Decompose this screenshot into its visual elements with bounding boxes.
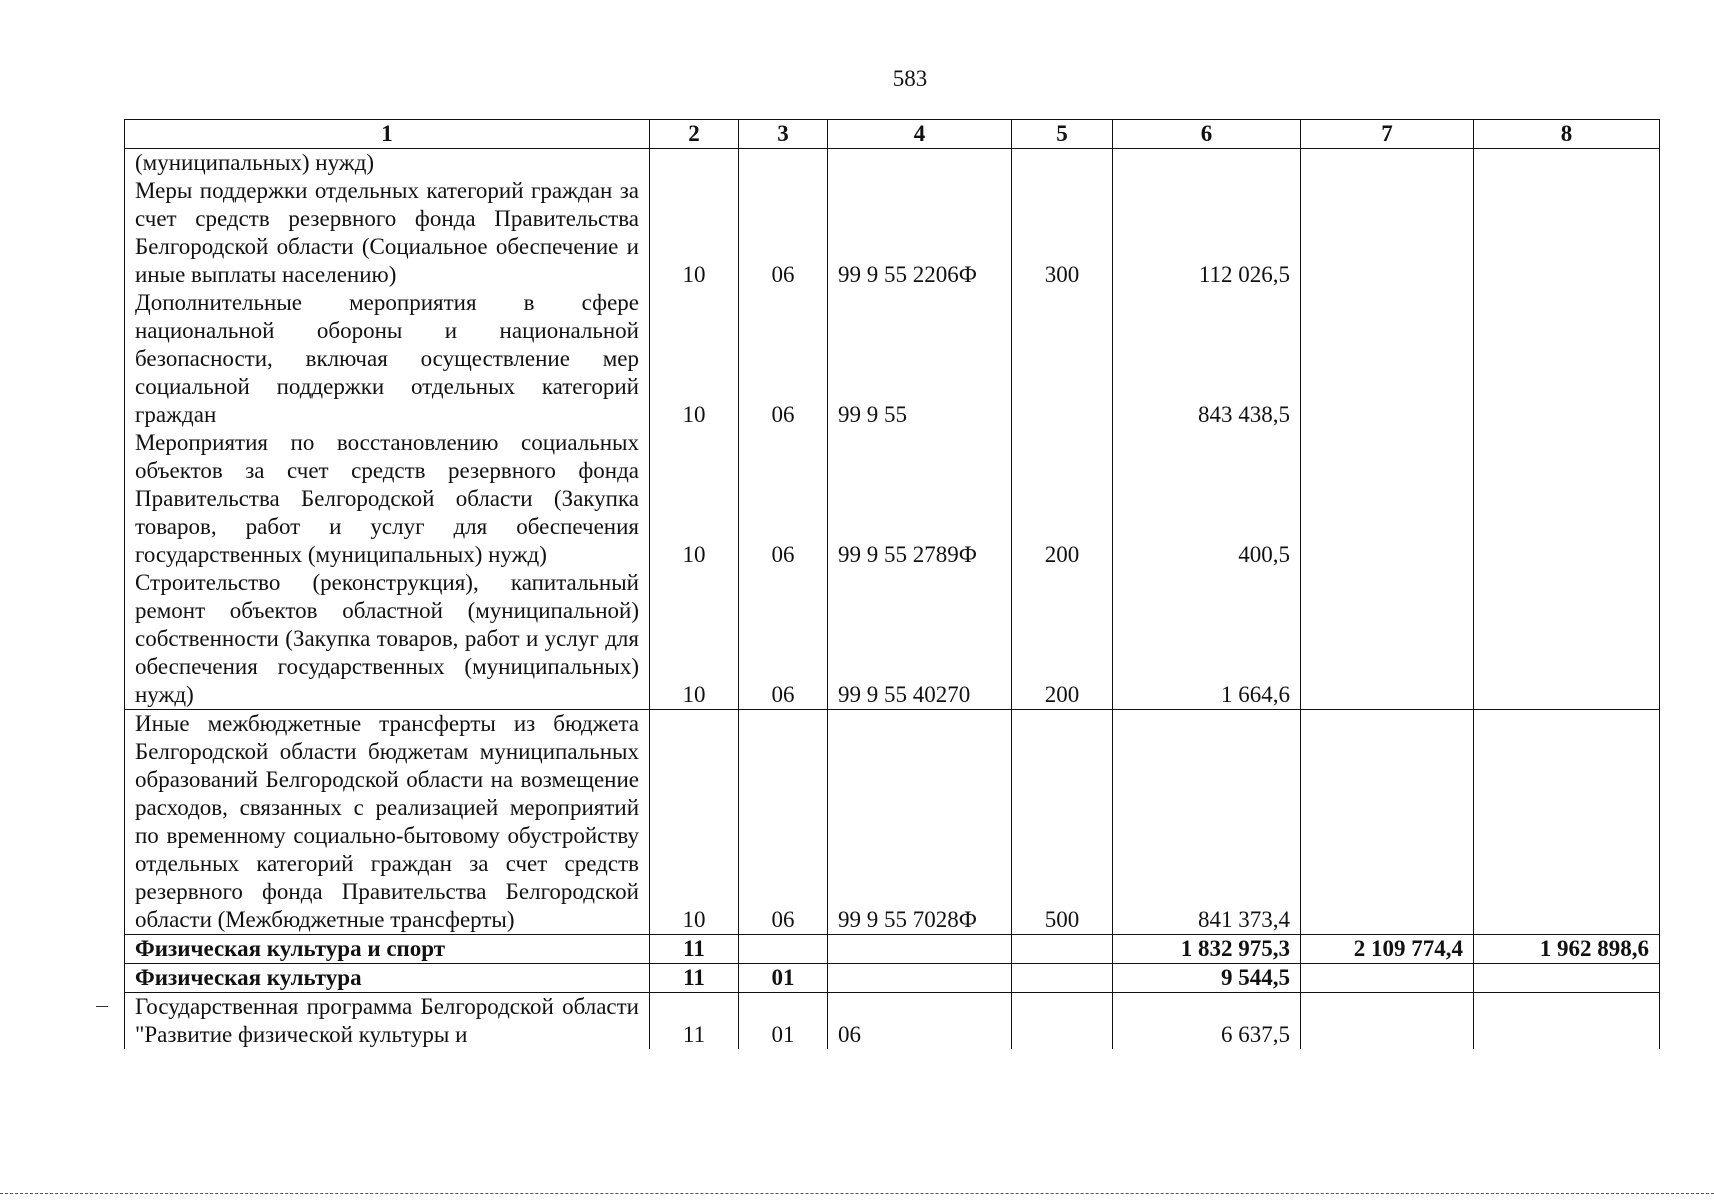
row-amount-col6: 843 438,5 xyxy=(1113,289,1301,429)
row-amount-col7 xyxy=(1301,964,1474,993)
page-number: 583 xyxy=(892,66,928,91)
row-section xyxy=(650,149,739,178)
row-expense-type: 300 xyxy=(1012,177,1113,289)
row-target-article: 99 9 55 2789Ф xyxy=(828,429,1012,569)
row-section: 10 xyxy=(650,569,739,710)
row-amount-col7 xyxy=(1301,149,1474,178)
row-amount-col8: 1 962 898,6 xyxy=(1474,935,1660,964)
row-section: 11 xyxy=(650,935,739,964)
row-amount-col7 xyxy=(1301,429,1474,569)
row-target-article: 99 9 55 7028Ф xyxy=(828,710,1012,935)
table-row xyxy=(125,569,1660,710)
row-expense-type xyxy=(1012,993,1113,1050)
column-header: 4 xyxy=(828,120,1012,149)
row-amount-col8 xyxy=(1474,993,1660,1050)
row-description: Мероприятия по восстановлению социальных объектов за счет средств резервного фонда Правительства Белгородской области (Закупка товаров, работ и услуг для обеспечения государственных (муниципальных) нужд) xyxy=(125,429,650,569)
row-expense-type: 200 xyxy=(1012,569,1113,710)
row-subsection: 01 xyxy=(739,964,828,993)
row-description: Иные межбюджетные трансферты из бюджета Белгородской области бюджетам муниципальных образований Белгородской области на возмещение расходов, связанных с реализацией мероприятий по временному социально-бытовому обустройству отдельных категорий граждан за счет средств резервного фонда Правительства Белгородской области (Межбюджетные трансферты) xyxy=(125,710,650,935)
row-amount-col7 xyxy=(1301,993,1474,1050)
table-row xyxy=(125,177,1660,289)
table-row xyxy=(125,993,1660,1050)
scan-artifact-mark xyxy=(96,1006,108,1007)
row-description: Физическая культура xyxy=(125,964,650,993)
row-amount-col6: 1 664,6 xyxy=(1113,569,1301,710)
scan-artifact-line xyxy=(0,1193,1714,1195)
column-header: 6 xyxy=(1113,120,1301,149)
row-amount-col6: 9 544,5 xyxy=(1113,964,1301,993)
row-subsection xyxy=(739,149,828,178)
row-target-article xyxy=(828,935,1012,964)
row-amount-col8 xyxy=(1474,710,1660,935)
row-expense-type: 200 xyxy=(1012,429,1113,569)
row-description: Государственная программа Белгородской области "Развитие физической культуры и xyxy=(125,993,650,1050)
table-row xyxy=(125,710,1660,935)
table-row xyxy=(125,429,1660,569)
row-expense-type xyxy=(1012,964,1113,993)
column-header: 7 xyxy=(1301,120,1474,149)
row-amount-col7: 2 109 774,4 xyxy=(1301,935,1474,964)
row-amount-col7 xyxy=(1301,569,1474,710)
row-amount-col6: 112 026,5 xyxy=(1113,177,1301,289)
row-expense-type xyxy=(1012,289,1113,429)
table-row xyxy=(125,289,1660,429)
column-header: 2 xyxy=(650,120,739,149)
row-description: Строительство (реконструкция), капитальный ремонт объектов областной (муниципальной) собственности (Закупка товаров, работ и услуг для обеспечения государственных (муниципальных) нужд) xyxy=(125,569,650,710)
row-amount-col6: 400,5 xyxy=(1113,429,1301,569)
row-expense-type xyxy=(1012,149,1113,178)
row-section: 10 xyxy=(650,177,739,289)
row-amount-col6: 841 373,4 xyxy=(1113,710,1301,935)
row-amount-col7 xyxy=(1301,710,1474,935)
row-target-article: 99 9 55 xyxy=(828,289,1012,429)
row-amount-col7 xyxy=(1301,289,1474,429)
row-subsection: 06 xyxy=(739,177,828,289)
row-expense-type: 500 xyxy=(1012,710,1113,935)
row-target-article: 99 9 55 40270 xyxy=(828,569,1012,710)
column-header: 1 xyxy=(125,120,650,149)
column-header: 8 xyxy=(1474,120,1660,149)
table-row xyxy=(125,149,1660,178)
row-section: 10 xyxy=(650,429,739,569)
row-subsection: 06 xyxy=(739,289,828,429)
row-target-article: 99 9 55 2206Ф xyxy=(828,177,1012,289)
row-amount-col8 xyxy=(1474,964,1660,993)
row-section: 10 xyxy=(650,710,739,935)
row-amount-col8 xyxy=(1474,569,1660,710)
row-description: Меры поддержки отдельных категорий граждан за счет средств резервного фонда Правительства Белгородской области (Социальное обеспечение и иные выплаты населению) xyxy=(125,177,650,289)
row-amount-col8 xyxy=(1474,177,1660,289)
column-header: 3 xyxy=(739,120,828,149)
row-subsection: 06 xyxy=(739,710,828,935)
row-subsection: 01 xyxy=(739,993,828,1050)
table-row xyxy=(125,935,1660,964)
row-amount-col6: 1 832 975,3 xyxy=(1113,935,1301,964)
row-target-article: 06 xyxy=(828,993,1012,1050)
budget-table xyxy=(124,119,1660,1049)
row-subsection: 06 xyxy=(739,429,828,569)
row-description: (муниципальных) нужд) xyxy=(125,149,650,178)
row-amount-col6: 6 637,5 xyxy=(1113,993,1301,1050)
row-section: 11 xyxy=(650,964,739,993)
row-amount-col8 xyxy=(1474,289,1660,429)
column-header: 5 xyxy=(1012,120,1113,149)
row-expense-type xyxy=(1012,935,1113,964)
row-description: Дополнительные мероприятия в сфере национальной обороны и национальной безопасности, включая осуществление мер социальной поддержки отдельных категорий граждан xyxy=(125,289,650,429)
row-target-article xyxy=(828,964,1012,993)
table-header-row xyxy=(125,120,1660,149)
table-row xyxy=(125,964,1660,993)
row-section: 11 xyxy=(650,993,739,1050)
row-section: 10 xyxy=(650,289,739,429)
row-amount-col7 xyxy=(1301,177,1474,289)
row-target-article xyxy=(828,149,1012,178)
row-amount-col8 xyxy=(1474,429,1660,569)
row-description: Физическая культура и спорт xyxy=(125,935,650,964)
row-subsection xyxy=(739,935,828,964)
row-amount-col6 xyxy=(1113,149,1301,178)
row-subsection: 06 xyxy=(739,569,828,710)
row-amount-col8 xyxy=(1474,149,1660,178)
